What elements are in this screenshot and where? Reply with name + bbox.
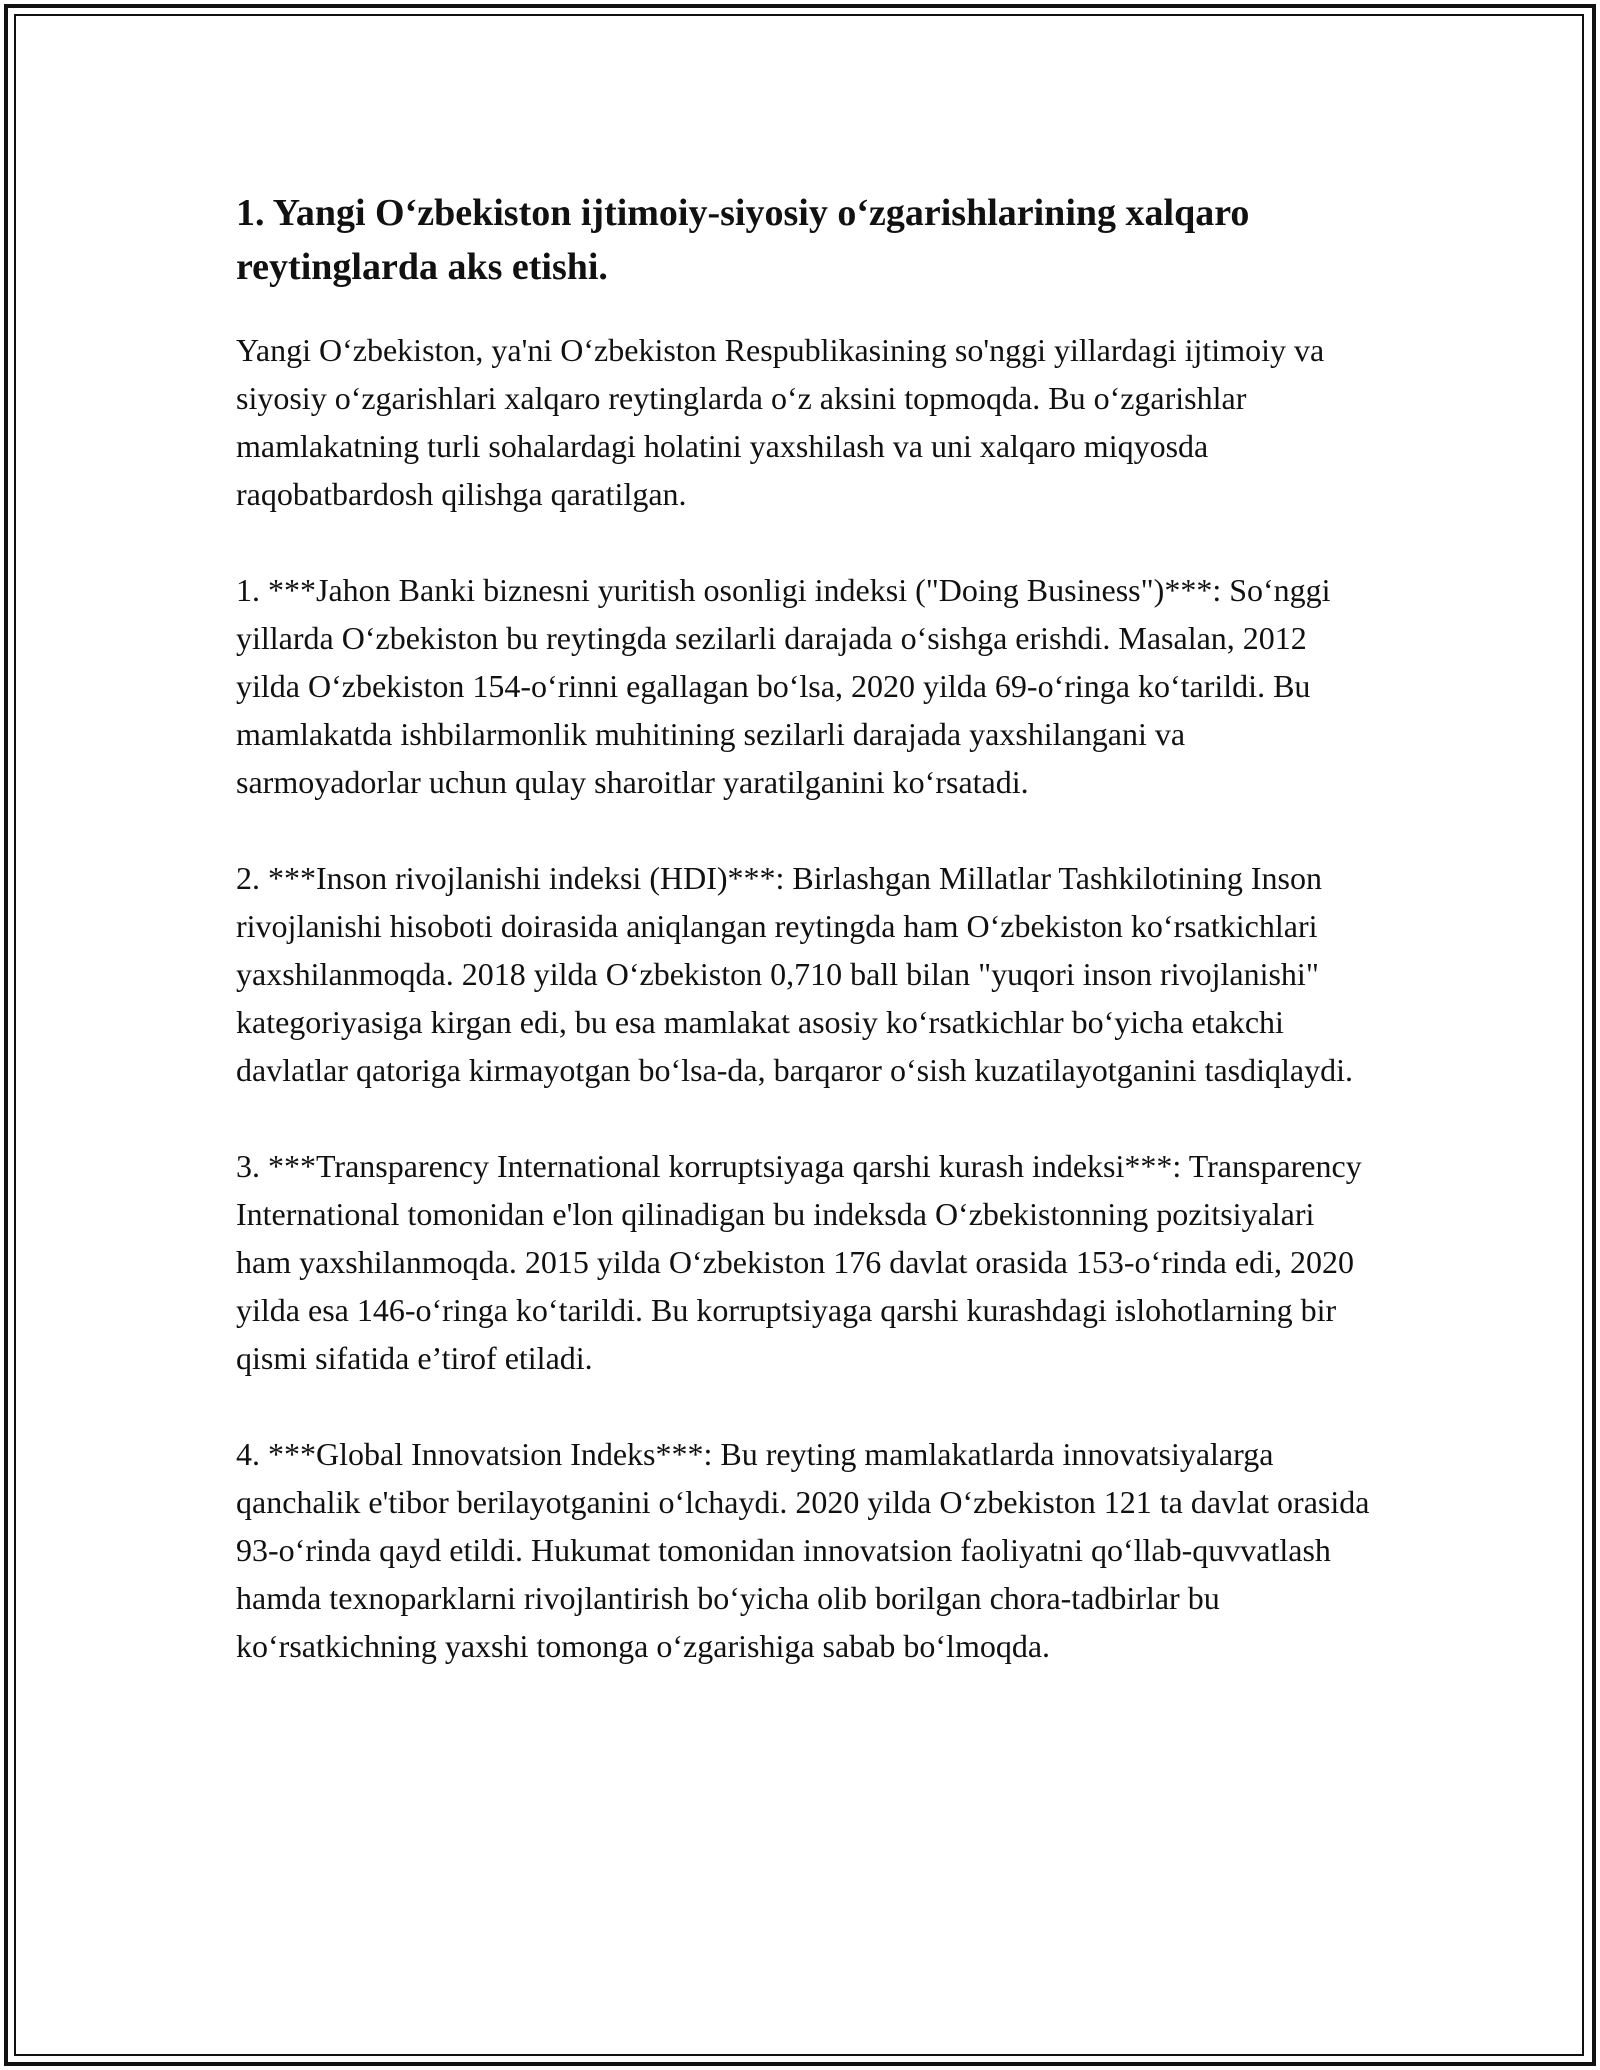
list-item-innovation-index: 4. ***Global Innovatsion Indeks***: Bu reyting mamlakatlarda innovatsiyalarga qanchalik e'tibor berilayotganini o‘lchaydi. 2020 yilda O‘zbekiston 121 ta davlat orasida 93-o‘rinda qayd etildi. Hukumat tomonidan innovatsion faoliyatni qo‘llab-quvvatlash hamda texnoparklarni rivojlantirish bo‘yicha olib borilgan chora-tadbirlar bu ko‘rsatkichning yaxshi tomonga o‘zgarishiga sabab bo‘lmoqda. bbox=[236, 1436, 1370, 1664]
document-title: 1. Yangi O‘zbekiston ijtimoiy-siyosiy o‘zgarishlarining xalqaro reytinglarda aks etishi. bbox=[236, 192, 1250, 288]
list-item-hdi: 2. ***Inson rivojlanishi indeksi (HDI)***: Birlashgan Millatlar Tashkilotining Inson rivojlanishi hisoboti doirasida aniqlangan reytingda ham O‘zbekiston ko‘rsatkichlari yaxshilanmoqda. 2018 yilda O‘zbekiston 0,710 ball bilan "yuqori inson rivojlanishi" kategoriyasiga kirgan edi, bu esa mamlakat asosiy ko‘rsatkichlar bo‘yicha etakchi davlatlar qatoriga kirmayotgan bo‘lsa-da, barqaror o‘sish kuzatilayotganini tasdiqlaydi. bbox=[236, 860, 1353, 1088]
intro-paragraph: Yangi O‘zbekiston, ya'ni O‘zbekiston Respublikasining so'nggi yillardagi ijtimoiy va siyosiy o‘zgarishlari xalqaro reytinglarda o‘z aksini topmoqda. Bu o‘zgarishlar mamlakatning turli sohalardagi holatini yaxshilash va uni xalqaro miqyosda raqobatbardosh qilishga qaratilgan. bbox=[236, 332, 1325, 512]
document-body bbox=[236, 186, 1376, 1718]
list-item-doing-business: 1. ***Jahon Banki biznesni yuritish osonligi indeksi ("Doing Business")***: So‘nggi yillarda O‘zbekiston bu reytingda sezilarli darajada o‘sishga erishdi. Masalan, 2012 yilda O‘zbekiston 154-o‘rinni egallagan bo‘lsa, 2020 yilda 69-o‘ringa ko‘tarildi. Bu mamlakatda ishbilarmonlik muhitining sezilarli darajada yaxshilangani va sarmoyadorlar uchun qulay sharoitlar yaratilganini ko‘rsatadi. bbox=[236, 572, 1331, 800]
list-item-transparency: 3. ***Transparency International korruptsiyaga qarshi kurash indeksi***: Transparency International tomonidan e'lon qilinadigan bu indeksda O‘zbekistonning pozitsiyalari ham yaxshilanmoqda. 2015 yilda O‘zbekiston 176 davlat orasida 153-o‘rinda edi, 2020 yilda esa 146-o‘ringa ko‘tarildi. Bu korruptsiyaga qarshi kurashdagi islohotlarning bir qismi sifatida e’tirof etiladi. bbox=[236, 1148, 1362, 1376]
